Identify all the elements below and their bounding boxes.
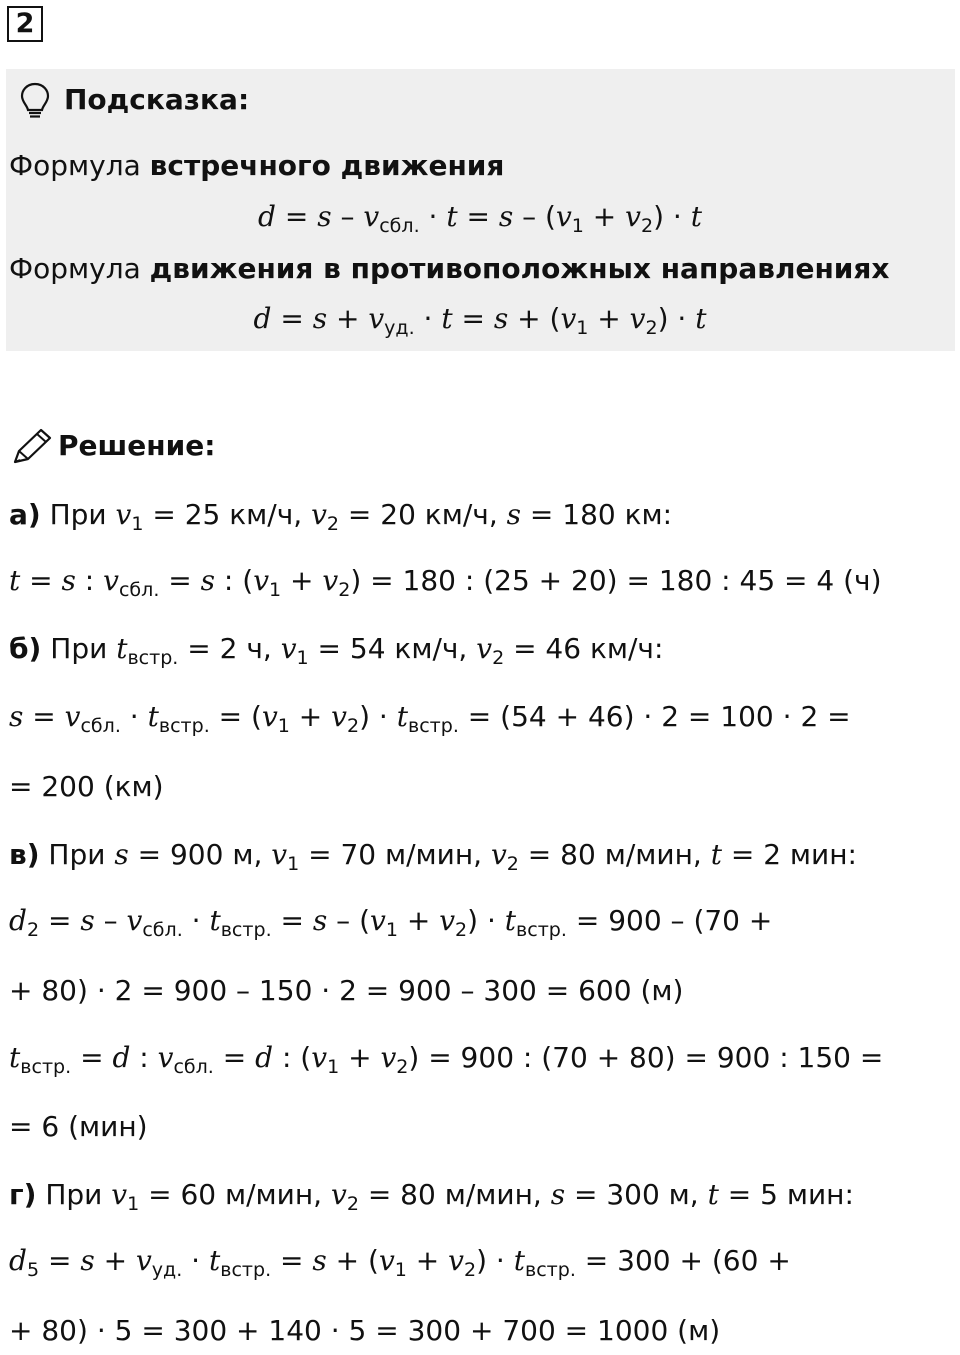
solution-b-calc-2: = 200 (км) [9,770,164,803]
pencil-icon [10,426,54,466]
task-number: 2 [7,6,43,42]
hint-formula-2-caption: Формула движения в противоположных направлениях [9,252,890,285]
solution-g-given: г) При $v_1 = 60$ м/мин, $v_2 = 80$ м/мин, s = 300 м, t = 5 мин: [9,1178,854,1216]
solution-v-calc-2: + 80) · 2 = 900 – 150 · 2 = 900 – 300 = 600 (м) [9,974,684,1007]
solution-v-calc-3: $t_{встр.} = d$ : $v_{сбл.} = d$ : $(v_1 + v_2) = 900$ : (70 + 80) = 900 : 150 = [9,1041,884,1079]
solution-a-given: а) При $v_1 = 25$ км/ч, $v_2 = 20$ км/ч, s = 180 км: [9,498,673,536]
solution-b-calc-1: $s = v_{сбл.} \cdot t_{встр.} = (v_1 + v_2) \cdot t_{встр.} = (54 + 46) \cdot 2 = 100 \cdot 2$ = [9,700,851,738]
solution-g-calc-2: + 80) · 5 = 300 + 140 · 5 = 300 + 700 = 1000 (м) [9,1314,721,1347]
solution-g-calc-1: $d_5 = s + v_{уд.} \cdot t_{встр.} = s + (v_1 + v_2) \cdot t_{встр.} = 300 + (60$ + [9,1244,791,1282]
hint-title: Подсказка: [64,83,250,116]
solution-b-given: б) При $t_{встр.} = 2$ ч, $v_1 = 54$ км/ч, $v_2 = 46$ км/ч: [9,632,664,670]
hint-formula-1-caption: Формула встречного движения [9,149,505,182]
solution-header [10,426,215,466]
solution-v-calc-4: = 6 (мин) [9,1110,148,1143]
lightbulb-icon [18,81,52,119]
hint-formula-2: $d = s + v_{уд.} \cdot t = s + (v_1 + v_2) \cdot t$ [253,302,707,340]
solution-v-calc-1: $d_2 = s - v_{сбл.} \cdot t_{встр.} = s - (v_1 + v_2) \cdot t_{встр.} = 900 - (70$ + [9,904,773,942]
hint-formula-1: $d = s - v_{сбл.} \cdot t = s - (v_1 + v_2) \cdot t$ [257,200,702,238]
solution-a-calc: t = s : $v_{сбл.} = s$ : $(v_1 + v_2) = 180$ : (25 + 20) = 180 : 45 = 4 (ч) [9,564,882,602]
solution-v-given: в) При s = 900 м, $v_1 = 70$ м/мин, $v_2 = 80$ м/мин, t = 2 мин: [9,838,857,876]
solution-title: Решение: [58,429,216,462]
hint-header [18,80,249,120]
